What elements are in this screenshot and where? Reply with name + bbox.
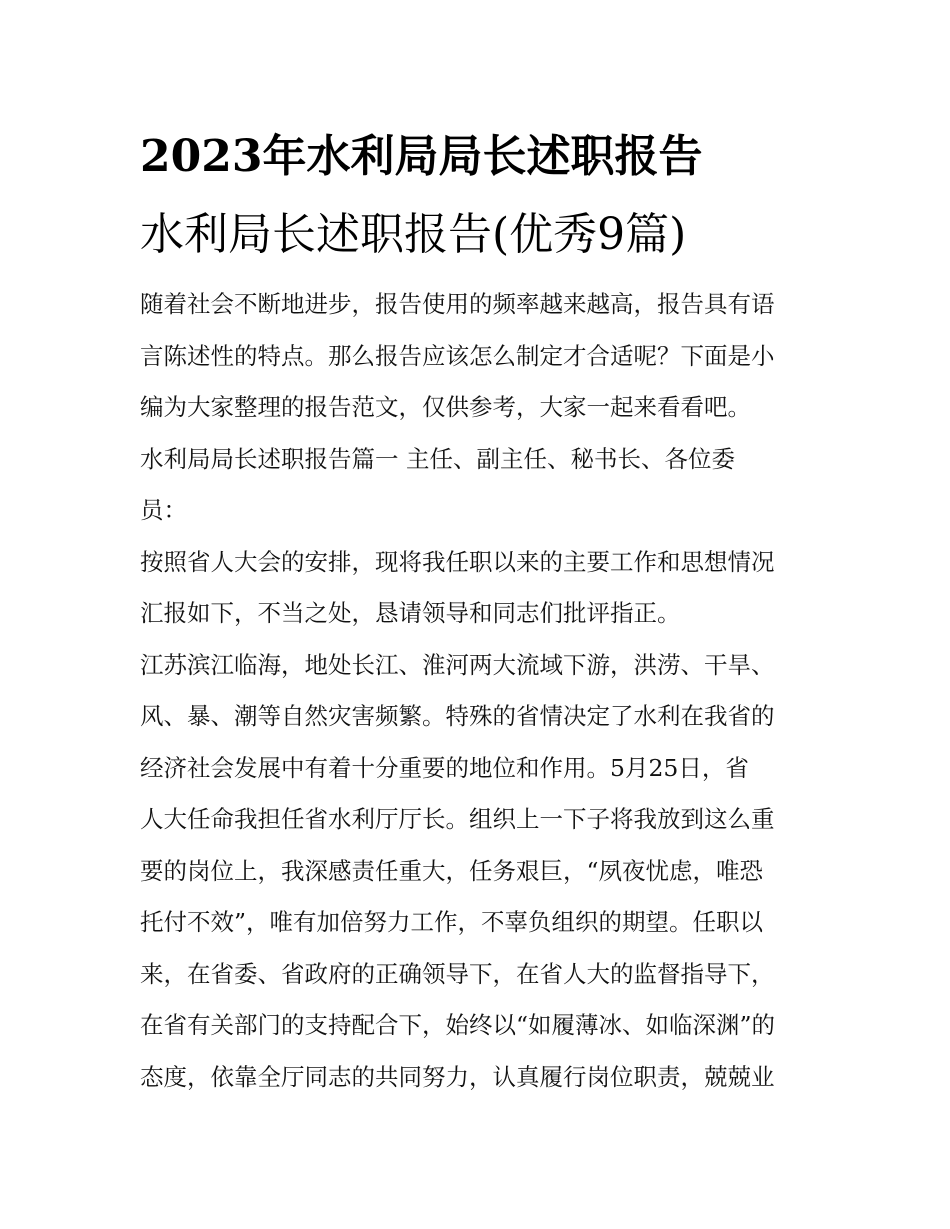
body-line: 江苏滨江临海，地处长江、淮河两大流域下游，洪涝、干旱、 <box>140 650 775 679</box>
body-line: 要的岗位上，我深感责任重大，任务艰巨，“夙夜忧虑，唯恐 <box>140 856 764 885</box>
body-line: 托付不效”，唯有加倍努力工作，不辜负组织的期望。任职以 <box>140 908 764 936</box>
body-line: 随着社会不断地进步，报告使用的频率越来越高，报告具有语 <box>140 290 775 318</box>
body-line: 风、暴、潮等自然灾害频繁。特殊的省情决定了水利在我省的 <box>140 702 775 730</box>
body-line: 编为大家整理的报告范文，仅供参考，大家一起来看看吧。 <box>140 393 751 421</box>
body-line: 在省有关部门的支持配合下，始终以“如履薄冰、如临深渊”的 <box>140 1011 776 1039</box>
body-line: 言陈述性的特点。那么报告应该怎么制定才合适呢？下面是小 <box>140 341 775 370</box>
body-line: 员： <box>140 496 187 524</box>
body-line: 态度，依靠全厅同志的共同努力，认真履行岗位职责，兢兢业 <box>140 1062 775 1091</box>
body-line: 人大任命我担任省水利厅厅长。组织上一下子将我放到这么重 <box>140 805 775 833</box>
title-line-2: 水利局长述职报告(优秀9篇) <box>140 209 687 260</box>
title-line-1: 2023年水利局局长述职报告 <box>140 131 703 182</box>
body-line: 水利局局长述职报告篇一 主任、副主任、秘书长、各位委 <box>140 444 735 473</box>
document-body <box>140 279 820 1103</box>
body-line: 经济社会发展中有着十分重要的地位和作用。5月25日，省 <box>140 753 749 782</box>
body-line: 汇报如下，不当之处，恳请领导和同志们批评指正。 <box>140 599 681 627</box>
body-line: 按照省人大会的安排，现将我任职以来的主要工作和思想情况 <box>140 547 775 576</box>
document-title <box>140 118 840 274</box>
body-line: 来，在省委、省政府的正确领导下，在省人大的监督指导下， <box>140 959 775 988</box>
